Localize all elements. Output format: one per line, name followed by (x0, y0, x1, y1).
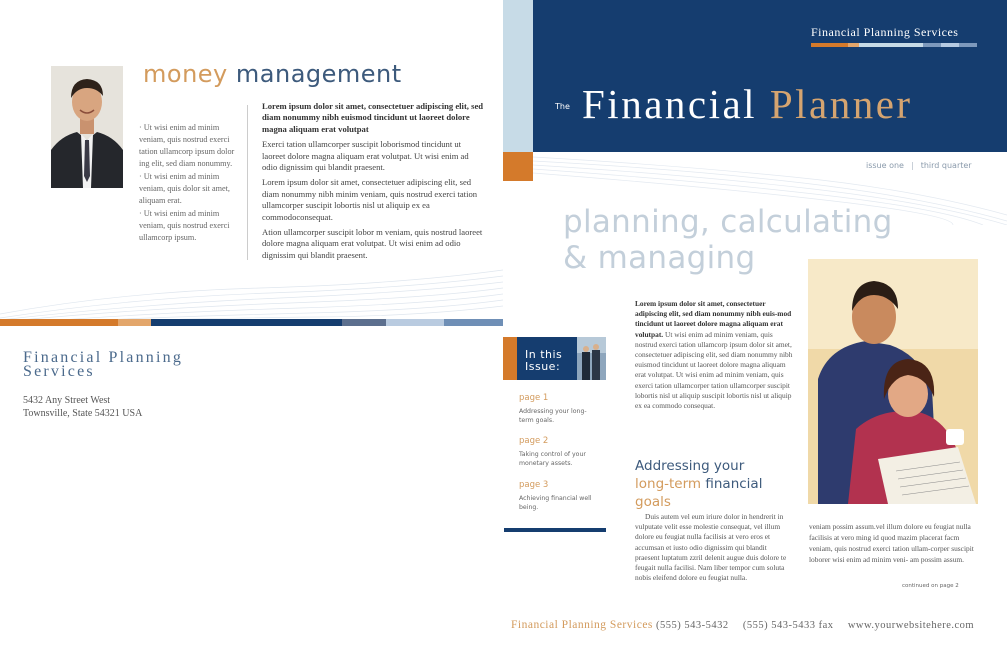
article-lead: Lorem ipsum dolor sit amet, consectetuer adipiscing elit, sed diam nonummy nibh euis-mod tincidunt ut laoreet dolore magna aliquam erat volutpat. (635, 299, 792, 339)
toc-description: Achieving financial well being. (519, 495, 592, 511)
masthead-company: Financial Planning Services (811, 25, 959, 39)
body-paragraph: Lorem ipsum dolor sit amet, consectetuer adipiscing elit, sed diam nonummy nibh minim veniam, quis nostrud exerci tation ullamcorper suscipit lobortis nisl ut aliquip ex ea commodoconsequat. (262, 177, 478, 222)
company-name-line: Financial Planning (23, 349, 184, 366)
bullet-item: · Ut wisi enim ad minim veniam, quis dolor sit amet, aliquam erat. (139, 172, 230, 205)
headline-line: & managing (563, 240, 756, 276)
bullet-item: · Ut wisi enim ad minim veniam, quis nostrud exerci tation ullamcorp ipsum dolor ing elit, sed diam nonummy. (139, 123, 235, 168)
footer-fax: (555) 543-5433 fax (742, 620, 834, 631)
toc-bottom-rule (504, 528, 606, 532)
body-lead-paragraph: Lorem ipsum dolor sit amet, consectetuer adipiscing elit, sed diam nonummy nibh euismod tincidunt ut laoreet dolore magna aliquam erat volutpat (262, 101, 484, 134)
masthead-title (582, 80, 913, 128)
subheading-accent: long-term (635, 476, 702, 492)
toc-item[interactable] (519, 480, 601, 512)
accent-block (503, 152, 533, 181)
toc-label-line: In this (525, 348, 563, 361)
subheading-text: financial (701, 476, 763, 492)
headline-line: planning, calculating (563, 204, 893, 240)
toc-accent (503, 337, 517, 380)
heading-word-money: money (143, 60, 228, 88)
masthead-band (533, 0, 1007, 152)
money-management-heading (143, 60, 402, 88)
color-stripe-bar (0, 319, 503, 326)
businessman-photo (51, 66, 123, 188)
body-paragraph: Ation ullamcorper suscipit lobor m veniam, quis nostrud laoreet dolore magna aliquam erat volutpat. Ut wisi enim ad odio dignissim qui blandit praesent. (262, 227, 483, 260)
article-intro (635, 299, 793, 411)
issue-info: issue one | third quarter (866, 161, 972, 170)
title-word-financial: Financial (582, 81, 758, 127)
issue-quarter: third quarter (920, 161, 972, 170)
body-paragraph: Exerci tation ullamcorper suscipit loborismod tincidunt ut laoreet dolore magna aliquam erat volutpat. Ut wisi enim ad odio dignissim qui blandit praesent. (262, 139, 469, 173)
footer-phone: (555) 543-5432 (656, 620, 729, 631)
toc-item[interactable] (519, 393, 601, 425)
decorative-wave-lines (0, 262, 503, 320)
toc-page-link[interactable]: page 2 (519, 436, 549, 446)
company-name-block (23, 351, 183, 378)
footer-company: Financial Planning Services (511, 619, 653, 631)
toc-page-link[interactable]: page 1 (519, 393, 549, 403)
toc-header-label (525, 349, 562, 373)
address-line: Townsville, State 54321 USA (23, 408, 143, 419)
subheading-line: goals (635, 494, 671, 510)
toc-label-line: Issue: (525, 360, 561, 373)
bullet-list (139, 122, 244, 245)
accent-strip (503, 0, 533, 152)
company-name-line: Services (23, 362, 95, 380)
toc-photo (577, 337, 606, 380)
address-line: 5432 Any Street West (23, 395, 111, 406)
issue-number: issue one (866, 161, 904, 170)
money-management-body (262, 101, 484, 265)
toc-page-link[interactable]: page 3 (519, 480, 549, 490)
footer (511, 619, 974, 631)
subheading-line: Addressing your (635, 458, 745, 474)
toc-description: Taking control of your monetary assets. (519, 451, 586, 467)
company-address (23, 394, 142, 420)
title-word-planner: Planner (769, 81, 913, 127)
masthead-the: The (555, 102, 570, 111)
continued-note: continued on page 2 (902, 583, 959, 589)
bullet-item: · Ut wisi enim ad minim veniam, quis nostrud exerci ullamcorp ipsum. (139, 209, 230, 242)
toc-item[interactable] (519, 436, 601, 468)
couple-photo (808, 259, 978, 504)
column-divider (247, 105, 248, 260)
article-subheading (635, 457, 785, 511)
right-column-body: veniam possim assum.vel illum dolore eu feugiat nulla facilisis at vero ming id quod mazim placerat facm veniam, quis nostrud exerci tation ullam-corper suscipit loborer wisi enim ad minim veni- am possim assum. (809, 522, 974, 564)
toc-description: Addressing your long-term goals. (519, 408, 587, 424)
subarticle-body: Duis autem vel eum iriure dolor in hendrerit in vulputate velit esse molestie consequat, vel illum dolore eu feugiat nulla facilisis at vero eros et accumsan et iusto odio dignissim qui blandit praesent luptatum zzril delenit augue duis dolore te feugait nulla facilisi. Nam liber tempor cum soluta nobis eleifend dolore eu feugiat nulla. (635, 512, 787, 583)
footer-website[interactable]: www.yourwebsitehere.com (847, 620, 975, 631)
masthead-stripe (811, 43, 977, 47)
heading-word-management: management (235, 60, 402, 88)
article-body: Ut wisi enim ad minim veniam, quis nostrud exerci tation ullamcorp ipsum dolor sit amet, consectetuer adipiscing elit, sed diam nonummy nibh euismod tincidunt ut laoreet dolore magna aliquam erat volutpat. Ut wisi enim ad minim veniam, quis exerci tation ullamcorper tation ullamcorper suscipit lobortis nisl ut aliquip suscipit lobortis nisl ut aliquip ex ea commodo consequat. (635, 329, 793, 411)
